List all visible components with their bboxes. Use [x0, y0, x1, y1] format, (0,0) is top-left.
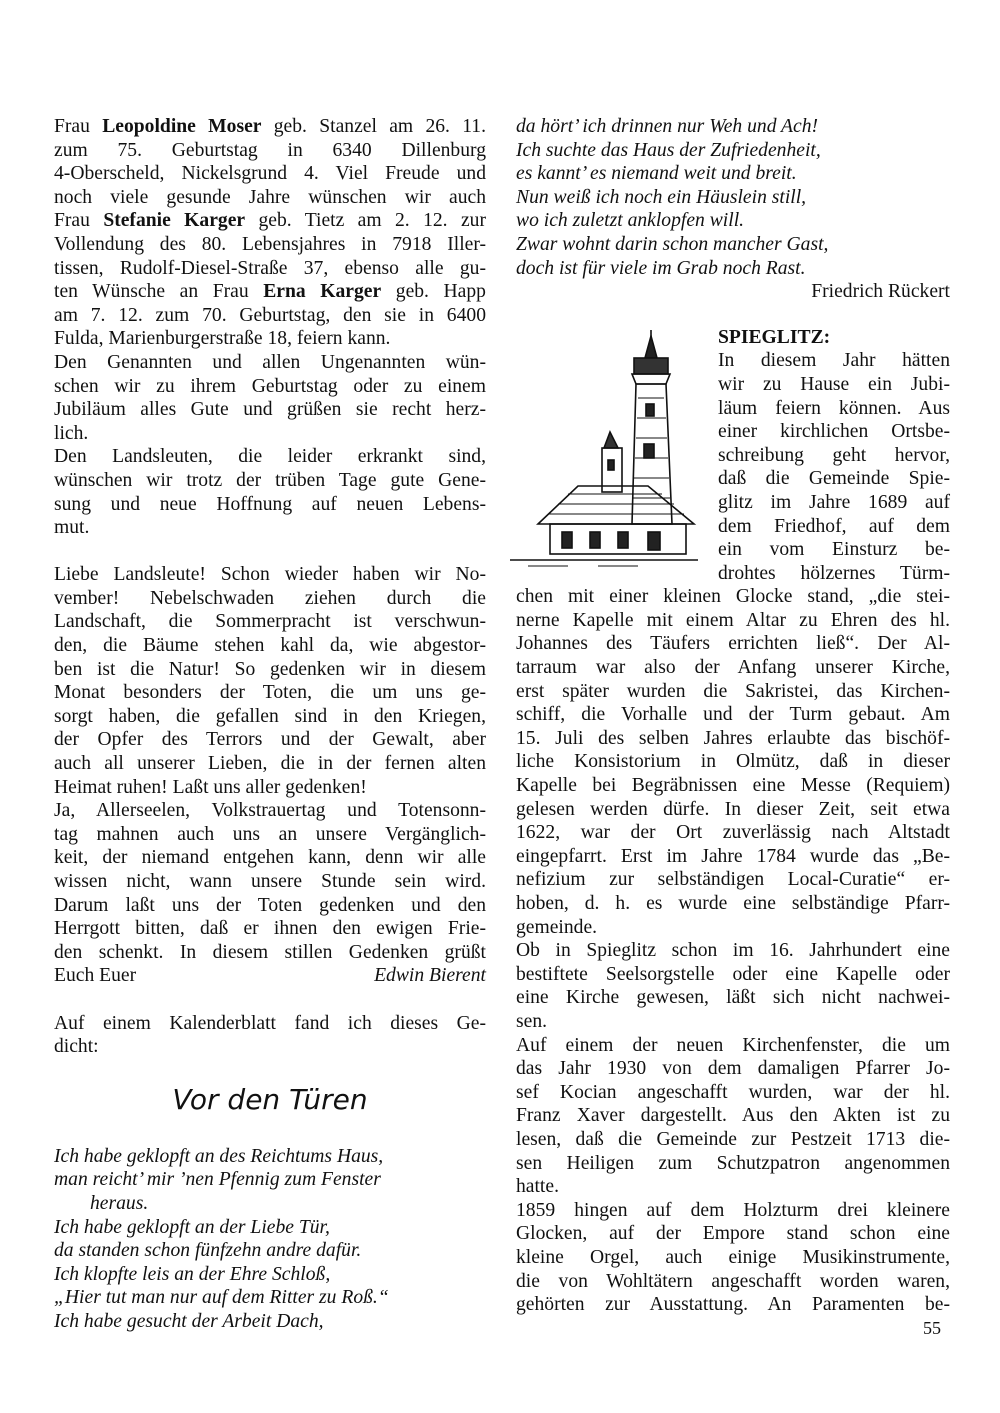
- signature-greeting: Euch Euer: [54, 965, 137, 987]
- text-line: die von Wohltätern angeschafft worden waren,: [516, 1270, 950, 1292]
- spieglitz-intro: [718, 349, 950, 585]
- text-line: 1622, war der Ort zuverlässig nach Altstadt: [516, 822, 950, 844]
- text-line: den schenkt. In diesem stillen Gedenken grüßt: [54, 941, 486, 963]
- text-line: einer kirchlichen Ortsbe-: [718, 421, 950, 443]
- text-line: Ich habe gesucht der Arbeit Dach,: [54, 1310, 324, 1332]
- text-line: schen wir zu ihrem Geburtstag oder zu einem: [54, 375, 486, 397]
- left-column: [54, 115, 486, 1334]
- text-line: Zwar wohnt darin schon mancher Gast,: [516, 233, 829, 255]
- text-line: dem Friedhof, auf dem: [718, 515, 950, 537]
- text-line: Heimat ruhen! Laßt uns aller gedenken!: [54, 776, 367, 798]
- text-line: sen.: [516, 1010, 548, 1032]
- poem-part-two: [516, 115, 950, 280]
- text-line: 15. Juli des selben Jahres erlaubte das bischöf-: [516, 727, 950, 749]
- text-line: Fulda, Marienburgerstraße 18, feiern kann.: [54, 328, 391, 350]
- text-line: nefizium zur selbständigen Local-Curatie“ er-: [516, 869, 950, 891]
- text-line: sung und neue Hoffnung auf neuen Lebens-: [54, 493, 486, 515]
- text-line: Liebe Landsleute! Schon wieder haben wir No-: [54, 564, 486, 586]
- text-line: wir zu Hause ein Jubi-: [718, 373, 950, 395]
- signature-name: Edwin Bierent: [374, 965, 486, 987]
- text-line: mut.: [54, 517, 90, 539]
- text-line: Frau Leopoldine Moser geb. Stanzel am 26. 11.: [54, 116, 487, 137]
- text-line: Nun weiß ich noch ein Häuslein still,: [516, 186, 807, 208]
- text-line: Frau Stefanie Karger geb. Tietz am 2. 12. zur: [54, 210, 486, 232]
- text-line: Herrgott bitten, daß er ihnen den ewigen Frie-: [54, 918, 486, 940]
- text-line: drohtes hölzernes Türm-: [718, 562, 950, 584]
- text-line: wissen nicht, wann unsere Stunde sein wird.: [54, 871, 486, 892]
- spieglitz-text: [516, 585, 950, 1316]
- text-line: Ja, Allerseelen, Volkstrauertag und Totensonn-: [54, 800, 486, 822]
- text-line: das Jahr 1930 von dem damaligen Pfarrer Jo-: [516, 1058, 950, 1080]
- text-line: kleine Orgel, auch einige Musikinstrumente,: [516, 1246, 950, 1268]
- text-line: sef Kocian angeschafft wurden, war der hl.: [516, 1081, 950, 1103]
- text-line: Den Genannten und allen Ungenannten wün-: [54, 351, 486, 373]
- text-line: nerne Kapelle mit einem Altar zu Ehren des hl.: [516, 609, 950, 631]
- church-tower-illustration: [508, 328, 704, 570]
- text-line: Ich klopfte leis an der Ehre Schloß,: [54, 1263, 331, 1285]
- text-line: Den Landsleuten, die leider erkrankt sind,: [54, 446, 486, 468]
- text-line: heraus.: [90, 1192, 149, 1214]
- text-line: wo ich zuletzt anklopfen will.: [516, 210, 745, 232]
- text-line: am 7. 12. zum 70. Geburtstag, den sie in 6400: [54, 304, 486, 326]
- text-line: keit, der niemand entgehen kann, denn wir alle: [54, 847, 486, 869]
- text-line: den, die Bäume stehen kahl da, wie abgestor-: [54, 635, 486, 657]
- text-line: Ich habe geklopft an der Liebe Tür,: [54, 1216, 330, 1238]
- poem-part-one: [54, 1145, 486, 1334]
- text-line: vember! Nebelschwaden ziehen durch die: [54, 587, 486, 609]
- text-line: Franz Xaver dargestellt. Aus den Akten ist zu: [516, 1105, 950, 1127]
- text-line: Jubiläum alles Gute und grüßen sie recht herz-: [54, 399, 486, 421]
- text-line: doch ist für viele im Grab noch Rast.: [516, 257, 806, 279]
- right-column: [516, 115, 950, 1317]
- text-line: sen Heiligen zum Schutzpatron angenommen: [516, 1152, 950, 1174]
- text-line: eingepfarrt. Erst im Jahre 1784 wurde das „Be-: [516, 845, 950, 867]
- text-line: schiff, die Vorhalle und der Turm gebaut. Am: [516, 704, 950, 726]
- text-line: Auf einem Kalenderblatt fand ich dieses Ge-: [54, 1012, 486, 1034]
- text-line: man reicht’ mir ’nen Pfennig zum Fenster: [54, 1169, 381, 1191]
- text-line: gemeinde.: [516, 916, 598, 938]
- text-line: tarraum war also der Anfang unserer Kirche,: [516, 657, 950, 679]
- page-number: 55: [923, 1318, 941, 1338]
- text-line: gelesen werden dürfe. In dieser Zeit, seit etwa: [516, 798, 950, 820]
- text-line: schreibung geht hervor,: [718, 444, 950, 466]
- text-line: hoben, d. h. es wurde eine selbständige Pfarr-: [516, 893, 950, 914]
- text-line: eine Kirche gewesen, läßt sich nicht nachwei-: [516, 987, 950, 1009]
- text-line: erst später wurden die Sakristei, das Kirchen-: [516, 680, 950, 702]
- text-line: In diesem Jahr hätten: [718, 350, 950, 372]
- text-line: Johannes des Täufers errichten ließ“. Der Al-: [516, 633, 950, 655]
- text-line: [54, 540, 486, 564]
- poem-title: Vor den Türen: [172, 1082, 368, 1116]
- text-line: lich.: [54, 422, 89, 444]
- text-line: chen mit einer kleinen Glocke stand, „die stei-: [516, 586, 950, 608]
- text-line: glitz im Jahre 1689 auf: [718, 491, 950, 513]
- text-line: Ich habe geklopft an des Reichtums Haus,: [54, 1145, 384, 1167]
- text-line: ten Wünsche an Frau Erna Karger geb. Happ: [54, 281, 486, 303]
- text-line: läum feiern können. Aus: [718, 397, 950, 419]
- text-line: Auf einem der neuen Kirchenfenster, die um: [516, 1034, 950, 1056]
- text-line: daß die Gemeinde Spie-: [718, 468, 950, 490]
- text-line: sorgt haben, die gefallen sind in den Kriegen,: [54, 705, 486, 727]
- text-line: wünschen wir trotz der trüben Tage gute Gene-: [54, 469, 486, 491]
- text-line: tag mahnen auch uns an unsere Vergänglich-: [54, 823, 486, 845]
- text-line: Ob in Spieglitz schon im 16. Jahrhundert eine: [516, 940, 950, 962]
- text-line: hatte.: [516, 1176, 559, 1198]
- text-line: dicht:: [54, 1036, 99, 1058]
- text-line: ein vom Einsturz be-: [718, 539, 950, 561]
- text-line: Landschaft, die Sommerpracht ist verschwun-: [54, 611, 486, 633]
- text-line: 4-Oberscheld, Nickelsgrund 4. Viel Freude und: [54, 163, 486, 185]
- text-line: lesen, daß die Gemeinde zur Pestzeit 1713 die-: [516, 1128, 950, 1150]
- text-line: auch all unserer Lieben, die in der fernen alten: [54, 753, 486, 775]
- text-line: gehörten zur Ausstattung. An Paramenten be-: [516, 1294, 950, 1316]
- text-line: da standen schon fünfzehn andre dafür.: [54, 1240, 362, 1262]
- section-heading: SPIEGLITZ:: [718, 326, 831, 348]
- greetings-text: [54, 115, 486, 964]
- text-line: Darum laßt uns der Toten gedenken und den: [54, 894, 486, 916]
- text-line: tissen, Rudolf-Diesel-Straße 37, ebenso alle gu-: [54, 257, 486, 279]
- signature-line: [54, 964, 486, 988]
- text-line: liche Konsistorium in Olmütz, daß in dieser: [516, 751, 950, 773]
- poem-intro: [54, 1012, 486, 1059]
- text-line: ben ist die Natur! So gedenken wir in diesem: [54, 658, 486, 680]
- text-line: Vollendung des 80. Lebensjahres in 7918 Iller-: [54, 233, 486, 255]
- text-line: noch viele gesunde Jahre wünschen wir auch: [54, 186, 486, 208]
- text-line: bestiftete Seelsorgstelle oder eine Kapelle oder: [516, 963, 950, 985]
- text-line: es kannt’ es niemand weit und breit.: [516, 163, 797, 185]
- text-line: „Hier tut man nur auf dem Ritter zu Roß.“: [54, 1287, 389, 1309]
- poem-author: Friedrich Rückert: [811, 281, 950, 303]
- text-line: 1859 hingen auf dem Holzturm drei kleinere: [516, 1199, 950, 1221]
- text-line: zum 75. Geburtstag in 6340 Dillenburg: [54, 139, 486, 161]
- text-line: da hört’ ich drinnen nur Weh und Ach!: [516, 116, 819, 137]
- text-line: Monat besonders der Toten, die um uns ge-: [54, 682, 486, 704]
- text-line: Glocken, auf der Empore stand schon eine: [516, 1223, 950, 1245]
- text-line: Kapelle bei Begräbnissen eine Messe (Requiem): [516, 775, 950, 797]
- text-line: der Opfer des Terrors und der Gewalt, aber: [54, 729, 486, 751]
- text-line: Ich suchte das Haus der Zufriedenheit,: [516, 139, 821, 161]
